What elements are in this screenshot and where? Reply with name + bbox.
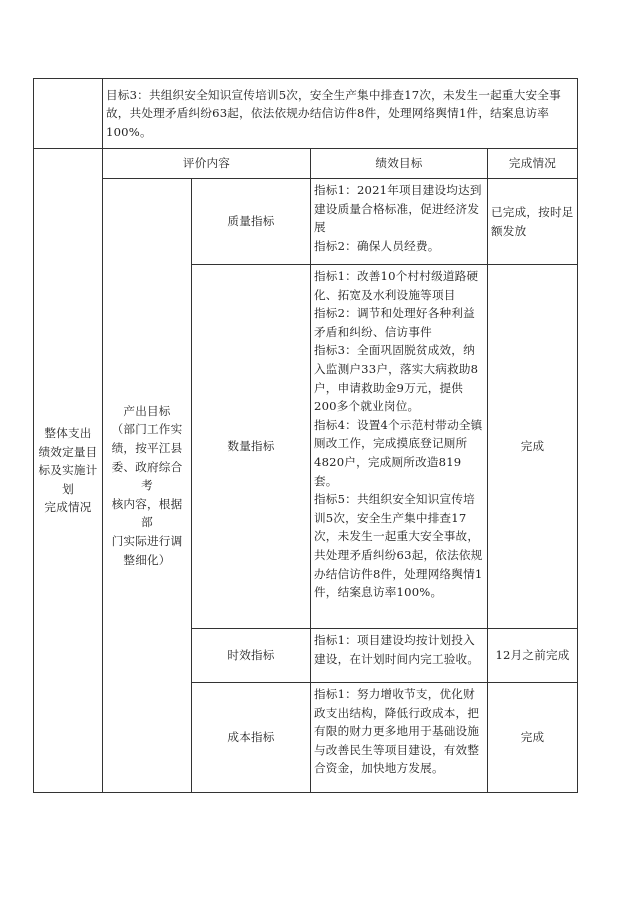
- section-label: [34, 149, 103, 793]
- header-row: [34, 149, 578, 179]
- performance-table: [33, 78, 578, 793]
- header-status: 完成情况: [488, 149, 578, 179]
- indicator-quantity: 数量指标: [192, 265, 311, 629]
- status-timeliness: 12月之前完成: [488, 629, 578, 683]
- goal3-text: 目标3：共组织安全知识宣传培训5次，安全生产集中排查17次，未发生一起重大安全事故，共处理矛盾纠纷63起，依法依规办结信访件8件，处理网络舆情1件，结案息访率100%。: [103, 79, 578, 149]
- header-target: 绩效目标: [311, 149, 488, 179]
- header-content: 评价内容: [103, 149, 311, 179]
- section-label-line: 完成情况: [44, 500, 92, 515]
- status-quantity: 完成: [488, 265, 578, 629]
- section-label-line: 整体支出: [44, 426, 92, 441]
- output-goal-line: （部门工作实: [111, 422, 183, 437]
- target-cost: 指标1：努力增收节支，优化财政支出结构，降低行政成本，把有限的财力更多地用于基础设施与改善民生等项目建设，有效整合资金，加快地方发展。: [311, 683, 488, 793]
- section-label-line: 划: [62, 481, 74, 496]
- indicator-quality: 质量指标: [192, 179, 311, 265]
- indicator-cost: 成本指标: [192, 683, 311, 793]
- top-left-empty-cell: [34, 79, 103, 149]
- output-goal-line: 委、政府综合考: [111, 459, 183, 493]
- status-cost: 完成: [488, 683, 578, 793]
- target-quality: 指标1：2021年项目建设均达到建设质量合格标准，促进经济发展 指标2：确保人员经费。: [311, 179, 488, 265]
- output-goal-line: 绩，按平江县: [111, 441, 183, 456]
- target-quantity: 指标1：改善10个村村级道路硬化、拓宽及水利设施等项目 指标2：调节和处理好各种利益矛盾和纠纷、信访事件 指标3：全面巩固脱贫成效，纳入监测户33户，落实大病救助8户，申请救助金9万元，提供200多个就业岗位。 指标4：设置4个示范村带动全镇厕改工作，完成摸底登记厕所4820户，完成厕所改造819套。 指标5：共组织安全知识宣传培训5次，安全生产集中排查17次，未发生一起重大安全事故，共处理矛盾纠纷63起，依法依规办结信访件8件，处理网络舆情1件，结案息访率100%。: [311, 265, 488, 629]
- table-row: [34, 79, 578, 149]
- output-goal-line: 产出目标: [123, 403, 171, 418]
- indicator-timeliness: 时效指标: [192, 629, 311, 683]
- output-goal-cell: [103, 179, 192, 793]
- section-label-line: 标及实施计: [38, 463, 98, 478]
- section-label-line: 绩效定量目: [38, 444, 98, 459]
- output-goal-line: 核内容，根据部: [111, 496, 183, 530]
- status-quality: 已完成，按时足额发放: [488, 179, 578, 265]
- target-timeliness: 指标1：项目建设均按计划投入建设，在计划时间内完工验收。: [311, 629, 488, 683]
- output-goal-line: 门实际进行调: [111, 533, 183, 548]
- table-row: [34, 179, 578, 265]
- output-goal-line: 整细化）: [123, 552, 171, 567]
